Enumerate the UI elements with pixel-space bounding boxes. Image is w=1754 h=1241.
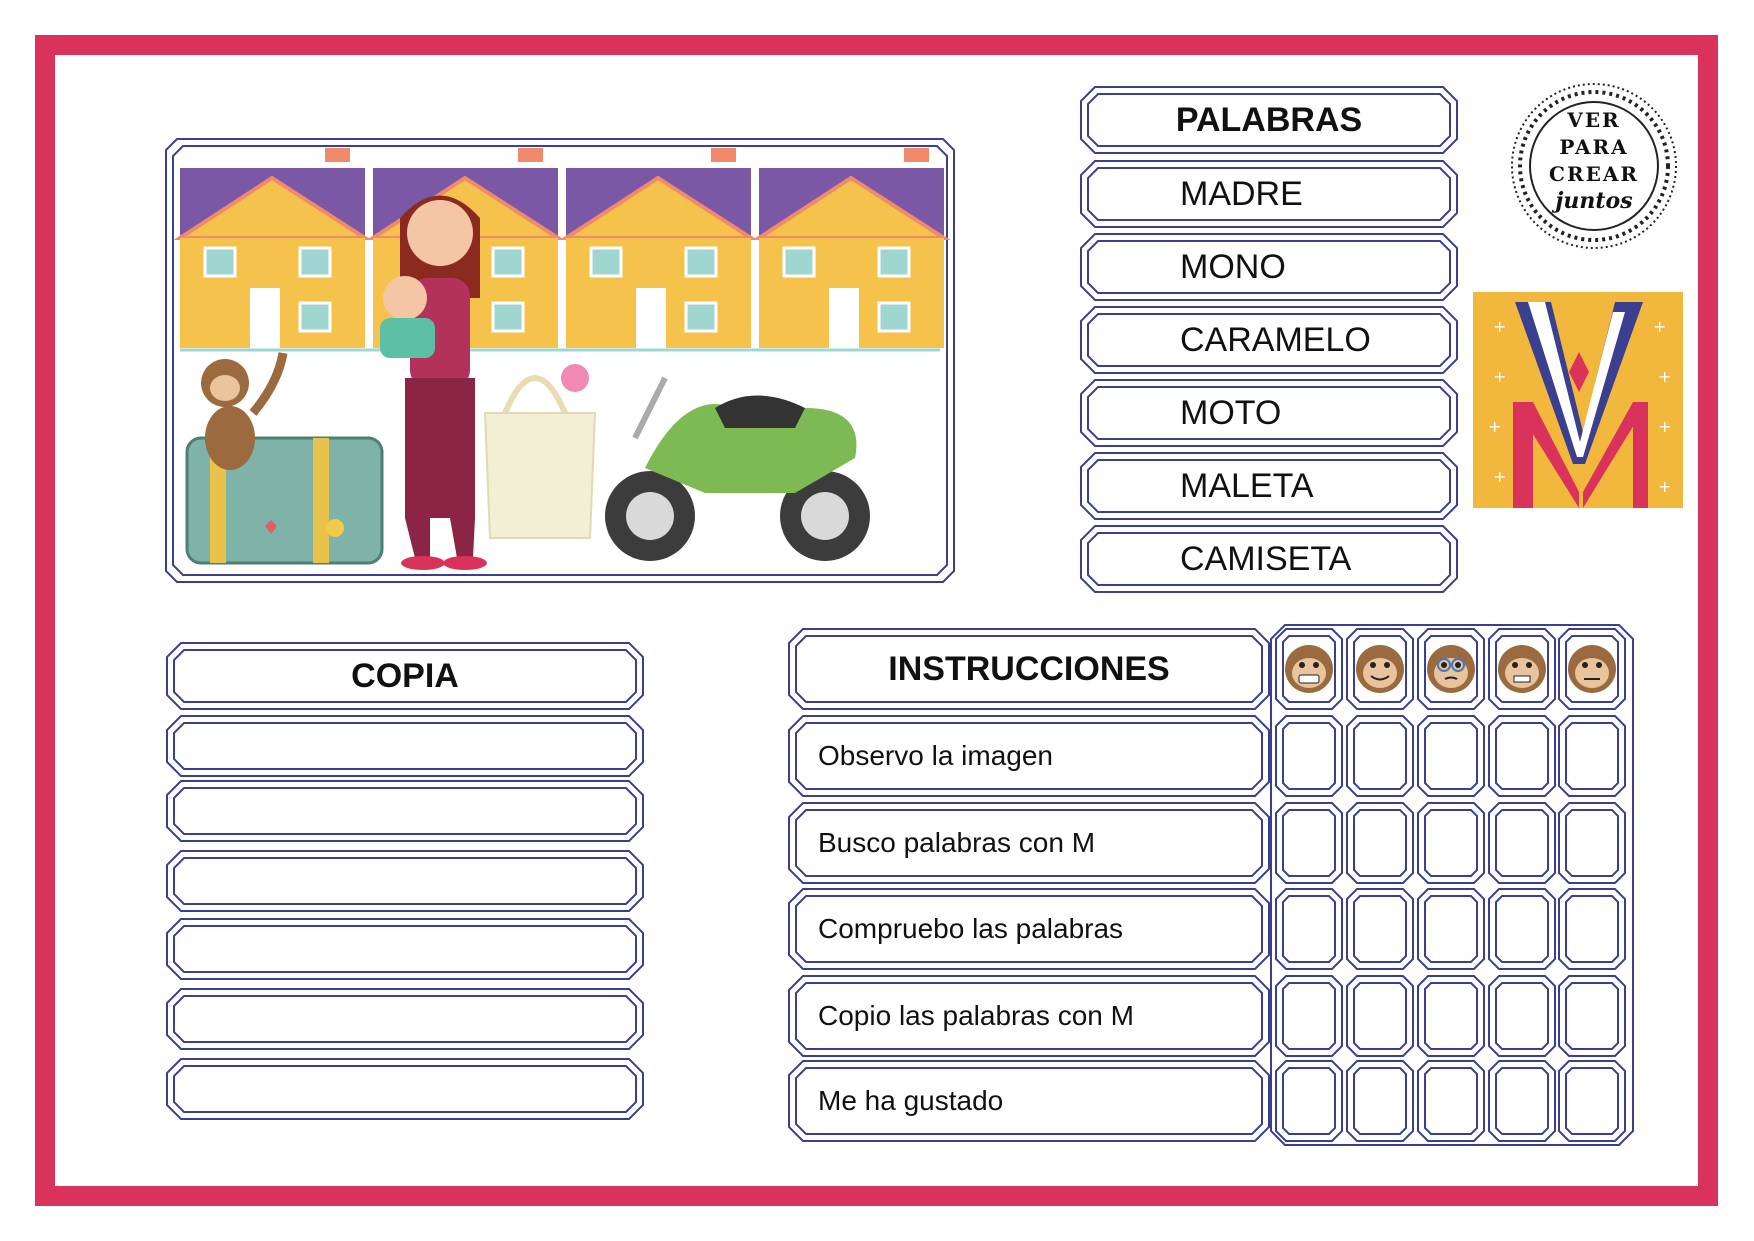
logo-line: VER bbox=[1567, 108, 1621, 132]
instrucciones-title-label: INSTRUCCIONES bbox=[888, 649, 1170, 688]
instruccion-item bbox=[788, 975, 1270, 1057]
copia-write-line[interactable] bbox=[166, 918, 644, 980]
svg-text:+: + bbox=[1658, 477, 1672, 496]
svg-text:+: + bbox=[1658, 417, 1672, 436]
instruccion-item-label: Me ha gustado bbox=[818, 1085, 1004, 1116]
copia-write-line[interactable] bbox=[166, 988, 644, 1050]
palabras-word bbox=[1080, 379, 1458, 447]
palabras-word bbox=[1080, 452, 1458, 520]
instruccion-item-label: Compruebo las palabras bbox=[818, 913, 1124, 944]
instruccion-item bbox=[788, 715, 1270, 797]
copia-write-line-label bbox=[166, 1058, 644, 1120]
palabras-word-label: MALETA bbox=[1180, 466, 1314, 505]
copia-write-line[interactable] bbox=[166, 780, 644, 842]
logo-line: juntos bbox=[1555, 188, 1633, 214]
copia-write-line-label bbox=[166, 780, 644, 842]
palabras-word bbox=[1080, 160, 1458, 228]
palabras-title bbox=[1080, 86, 1458, 154]
svg-text:+: + bbox=[1493, 317, 1507, 336]
copia-write-line-label bbox=[166, 988, 644, 1050]
svg-text:+: + bbox=[1653, 317, 1667, 336]
palabras-word-label: MADRE bbox=[1180, 174, 1303, 213]
letter-m-card bbox=[1473, 292, 1683, 508]
palabras-word-label: CAMISETA bbox=[1180, 539, 1352, 578]
copia-title-label: COPIA bbox=[351, 656, 459, 695]
logo-ver-para-crear-juntos bbox=[1508, 80, 1680, 252]
palabras-word bbox=[1080, 233, 1458, 301]
palabras-word-label: MONO bbox=[1180, 247, 1286, 286]
instruccion-item-label: Observo la imagen bbox=[818, 740, 1054, 771]
instruccion-item bbox=[788, 888, 1270, 970]
rating-grid-frame bbox=[1270, 624, 1634, 1146]
copia-write-line-label bbox=[166, 918, 644, 980]
copia-write-line-label bbox=[166, 715, 644, 777]
palabras-word bbox=[1080, 306, 1458, 374]
scene-illustration bbox=[165, 138, 955, 583]
copia-write-line[interactable] bbox=[166, 715, 644, 777]
instrucciones-title bbox=[788, 628, 1270, 710]
palabras-title-label: PALABRAS bbox=[1175, 100, 1363, 139]
copia-write-line[interactable] bbox=[166, 850, 644, 912]
instruccion-item bbox=[788, 802, 1270, 884]
palabras-word bbox=[1080, 525, 1458, 593]
instruccion-item-label: Copio las palabras con M bbox=[818, 1000, 1134, 1031]
svg-text:+: + bbox=[1658, 367, 1672, 386]
logo-line: PARA bbox=[1559, 135, 1629, 159]
instruccion-item bbox=[788, 1060, 1270, 1142]
copia-write-line[interactable] bbox=[166, 1058, 644, 1120]
palabras-word-label: CARAMELO bbox=[1180, 320, 1371, 359]
svg-text:+: + bbox=[1493, 467, 1507, 486]
palabras-word-label: MOTO bbox=[1180, 393, 1282, 432]
instruccion-item-label: Busco palabras con M bbox=[818, 827, 1096, 858]
logo-line: CREAR bbox=[1549, 162, 1639, 186]
svg-text:+: + bbox=[1488, 417, 1502, 436]
svg-text:+: + bbox=[1493, 367, 1507, 386]
copia-title bbox=[166, 642, 644, 710]
copia-write-line-label bbox=[166, 850, 644, 912]
